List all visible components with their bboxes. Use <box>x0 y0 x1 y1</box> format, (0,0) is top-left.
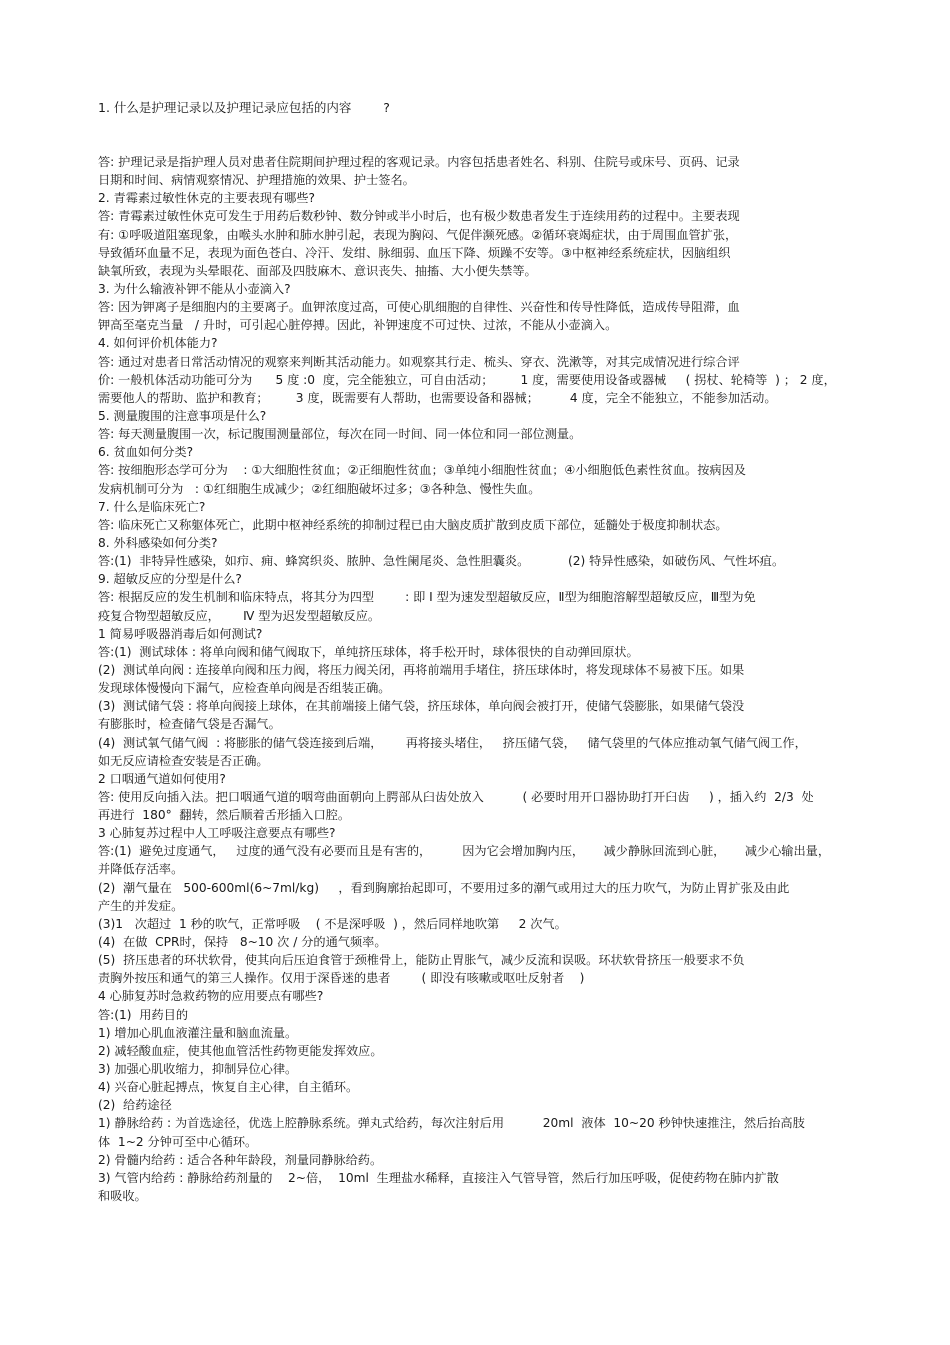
text-line: 答: 通过对患者日常活动情况的观察来判断其活动能力。如观察其行走、梳头、穿衣、洗漱等，对其完成情况进行综合评 <box>98 354 740 369</box>
text-line: 3) 气管内给药 : 静脉给药剂量的 2~倍， 10ml 生理盐水稀释，直接注入气管导管，然后行加压呼吸，促使药物在肺内扩散 <box>98 1170 779 1185</box>
text-line: 疫复合物型超敏反应， Ⅳ 型为迟发型超敏反应。 <box>98 608 381 623</box>
text-line: 6. 贫血如何分类? <box>98 445 194 460</box>
text-line: 责胸外按压和通气的第三人操作。仅用于深昏迷的患者 ( 即没有咳嗽或呕吐反射者 ) <box>98 971 585 986</box>
text-line: 答:(1) 测试球体 : 将单向阀和储气阀取下，单纯挤压球体，将手松开时，球体很快的自动弹回原状。 <box>98 644 639 659</box>
text-line: 5. 测量腹围的注意事项是什么? <box>98 408 267 423</box>
text-line: 2 口咽通气道如何使用? <box>98 771 226 786</box>
text-line: 导致循环血量不足，表现为面色苍白、冷汗、发绀、脉细弱、血压下降、烦躁不安等。③中枢神经系统症状，因脑组织 <box>98 245 731 260</box>
text-line: 4. 如何评价机体能力? <box>98 336 218 351</box>
text-line: (4) 在做 CPR时，保持 8~10 次 / 分的通气频率。 <box>98 935 387 950</box>
text-line: 如无反应请检查安装是否正确。 <box>98 753 269 768</box>
text-line: 答: 每天测量腹围一次，标记腹围测量部位，每次在同一时间、同一体位和同一部位测量。 <box>98 427 582 442</box>
text-line: 2) 减轻酸血症，使其他血管活性药物更能发挥效应。 <box>98 1043 383 1058</box>
text-line: 需要他人的帮助、监护和教育； 3 度，既需要有人帮助，也需要设备和器械； 4 度，完全不能独立，不能参加活动。 <box>98 390 777 405</box>
text-line: 答: 因为钾离子是细胞内的主要离子。血钾浓度过高，可使心肌细胞的自律性、兴奋性和传导性降低，造成传导阻滞，血 <box>98 300 740 315</box>
text-line: 发现球体慢慢向下漏气，应检查单向阀是否组装正确。 <box>98 681 391 696</box>
text-line: (2) 给药途径 <box>98 1098 172 1113</box>
text-line: 答:(1) 避免过度通气， 过度的通气没有必要而且是有害的， 因为它会增加胸内压， 减少静脉回流到心脏， 减少心输出量， <box>98 844 831 859</box>
text-line: 有膨胀时，检查储气袋是否漏气。 <box>98 717 281 732</box>
text-line: 2. 青霉素过敏性休克的主要表现有哪些? <box>98 191 315 206</box>
text-line: (3) 测试储气袋 : 将单向阀接上球体，在其前端接上储气袋，挤压球体，单向阀会被打开，使储气袋膨胀，如果储气袋没 <box>98 699 745 714</box>
text-line: (2) 测试单向阀 : 连接单向阀和压力阀，将压力阀关闭，再将前端用手堵住，挤压球体时，将发现球体不易被下压。如果 <box>98 662 745 677</box>
text-line: 再进行 180° 翻转，然后顺着舌形插入口腔。 <box>98 808 351 823</box>
text-line: 答:(1) 非特异性感染，如疖、痈、蜂窝织炎、脓肿、急性阑尾炎、急性胆囊炎。 (2) 特异性感染，如破伤风、气性坏疽。 <box>98 554 785 569</box>
text-line: 有: ①呼吸道阻塞现象，由喉头水肿和肺水肿引起，表现为胸闷、气促伴濒死感。②循环衰竭症状，由于周围血管扩张， <box>98 227 738 242</box>
text-line: 体 1~2 分钟可至中心循环。 <box>98 1134 258 1149</box>
text-line: (2) 潮气量在 500-600ml(6~7ml/kg) ，看到胸廓抬起即可，不要用过多的潮气或用过大的压力吹气，为防止胃扩张及由此 <box>98 880 790 895</box>
text-line: 答: 临床死亡又称躯体死亡，此期中枢神经系统的抑制过程已由大脑皮质扩散到皮质下部位，延髓处于极度抑制状态。 <box>98 517 728 532</box>
text-line: 答: 根据反应的发生机制和临床特点，将其分为四型 : 即 Ⅰ 型为速发型超敏反应，Ⅱ型为细胞溶解型超敏反应，Ⅲ型为免 <box>98 590 756 605</box>
text-line: 4 心肺复苏时急救药物的应用要点有哪些? <box>98 989 324 1004</box>
text-line: 日期和时间、病情观察情况、护理措施的效果、护士签名。 <box>98 173 415 188</box>
text-line: 答: 护理记录是指护理人员对患者住院期间护理过程的客观记录。内容包括患者姓名、科别、住院号或床号、页码、记录 <box>98 155 740 169</box>
text-line: 7. 什么是临床死亡? <box>98 499 206 514</box>
text-line: 4) 兴奋心脏起搏点，恢复自主心律，自主循环。 <box>98 1080 359 1095</box>
text-line: 发病机制可分为 : ①红细胞生成减少；②红细胞破坏过多；③各种急、慢性失血。 <box>98 481 541 496</box>
text-line: 答: 青霉素过敏性休克可发生于用药后数秒钟、数分钟或半小时后，也有极少数患者发生于连续用药的过程中。主要表现 <box>98 209 740 224</box>
text-line: 2) 骨髓内给药 : 适合各种年龄段，剂量同静脉给药。 <box>98 1152 383 1167</box>
text-line: (4) 测试氧气储气阀 : 将膨胀的储气袋连接到后端， 再将接头堵住， 挤压储气袋， 储气袋里的气体应推动氧气储气阀工作， <box>98 735 807 750</box>
text-line: 和吸收。 <box>98 1189 147 1204</box>
text-line: 价: 一般机体活动功能可分为 5 度 :0 度，完全能独立，可自由活动； 1 度，需要使用设备或器械 ( 拐杖、轮椅等 ) ； 2 度， <box>98 372 836 387</box>
text-line: (3)1 次超过 1 秒的吹气，正常呼吸 ( 不是深呼吸 ) ，然后同样地吹第 2 次气。 <box>98 916 567 931</box>
text-line: 3 心肺复苏过程中人工呼吸注意要点有哪些? <box>98 826 336 841</box>
text-line: 1) 增加心肌血液灌注量和脑血流量。 <box>98 1025 298 1040</box>
text-line: 3) 加强心肌收缩力，抑制异位心律。 <box>98 1062 298 1077</box>
text-line: 产生的并发症。 <box>98 898 184 913</box>
question-title: 1. 什么是护理记录以及护理记录应包括的内容 ? <box>98 100 390 115</box>
document-body <box>98 153 888 1205</box>
text-line: 缺氧所致，表现为头晕眼花、面部及四肢麻木、意识丧失、抽搐、大小便失禁等。 <box>98 263 537 278</box>
text-line: 答: 按细胞形态学可分为 : ①大细胞性贫血；②正细胞性贫血；③单纯小细胞性贫血；④小细胞低色素性贫血。按病因及 <box>98 463 746 478</box>
text-line: 钾高至毫克当量 / 升时，可引起心脏停搏。因此，补钾速度不可过快、过浓，不能从小壶滴入。 <box>98 318 618 333</box>
text-line: (5) 挤压患者的环状软骨，使其向后压迫食管于颈椎骨上，能防止胃胀气，减少反流和误吸。环状软骨挤压一般要求不负 <box>98 953 745 968</box>
text-line: 9. 超敏反应的分型是什么? <box>98 572 242 587</box>
text-line: 1) 静脉给药 : 为首选途径，优选上腔静脉系统。弹丸式给药，每次注射后用 20ml 液体 10~20 秒钟快速推注，然后抬高肢 <box>98 1116 805 1131</box>
text-line: 3. 为什么输液补钾不能从小壶滴入? <box>98 281 291 296</box>
text-line: 答: 使用反向插入法。把口咽通气道的咽弯曲面朝向上腭部从臼齿处放入 ( 必要时用开口器协助打开臼齿 ) ，插入约 2/3 处 <box>98 789 814 804</box>
text-line: 8. 外科感染如何分类? <box>98 535 218 550</box>
text-line: 1 简易呼吸器消毒后如何测试? <box>98 626 263 641</box>
text-line: 答:(1) 用药目的 <box>98 1007 189 1022</box>
text-line: 并降低存活率。 <box>98 862 184 877</box>
